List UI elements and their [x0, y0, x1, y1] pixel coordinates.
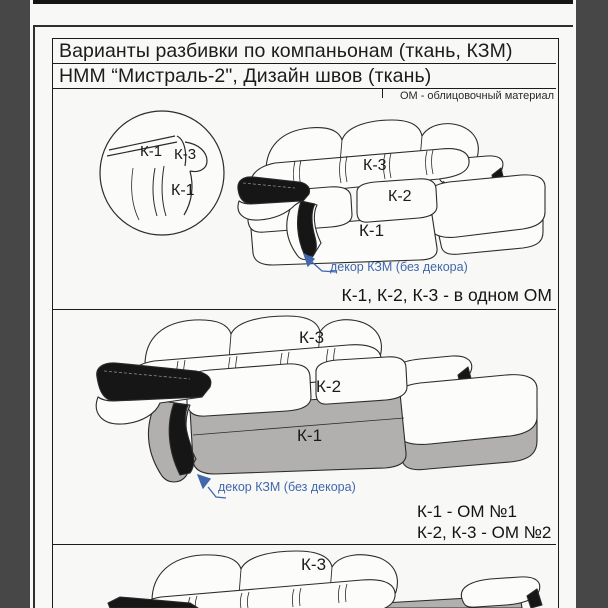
- panel2-caption-line1: К-1 - ОМ №1: [417, 502, 517, 521]
- annotation-decor-1: декор КЗМ (без декора): [330, 260, 468, 274]
- sofa1-label-k3: К-3: [363, 157, 387, 174]
- detail-label-k1-side: К-1: [171, 182, 195, 199]
- detail-label-k1-top: К-1: [140, 143, 163, 160]
- title-row-2: НММ “Мистраль-2", Дизайн швов (ткань): [59, 65, 432, 87]
- table-divider-4: [53, 544, 556, 545]
- sofa2-label-k2: К-2: [316, 377, 342, 396]
- page-frame-left: [33, 25, 35, 608]
- sofa2-label-k1: К-1: [297, 426, 323, 445]
- detail-label-k3: К-3: [174, 146, 197, 163]
- sofa1-label-k1: К-1: [359, 221, 385, 240]
- table-divider-3: [53, 309, 556, 310]
- om-note: ОМ - облицовочный материал: [399, 90, 554, 102]
- scan-top-edge: [33, 0, 573, 4]
- sofa2-label-k3: К-3: [299, 328, 325, 347]
- detail-circle-diagram: [93, 106, 235, 248]
- annotation-decor-2: декор КЗМ (без декора): [218, 480, 356, 494]
- page-frame-top: [33, 25, 573, 27]
- sofa3-label-k3: К-3: [301, 555, 327, 574]
- title-row-1: Варианты разбивки по компаньонам (ткань, КЗМ): [59, 40, 513, 62]
- panel2-caption-line2: К-2, К-3 - ОМ №2: [417, 523, 552, 542]
- sofa1-label-k2: К-2: [388, 188, 412, 205]
- panel1-caption: К-1, К-2, К-3 - в одном ОМ: [341, 285, 552, 305]
